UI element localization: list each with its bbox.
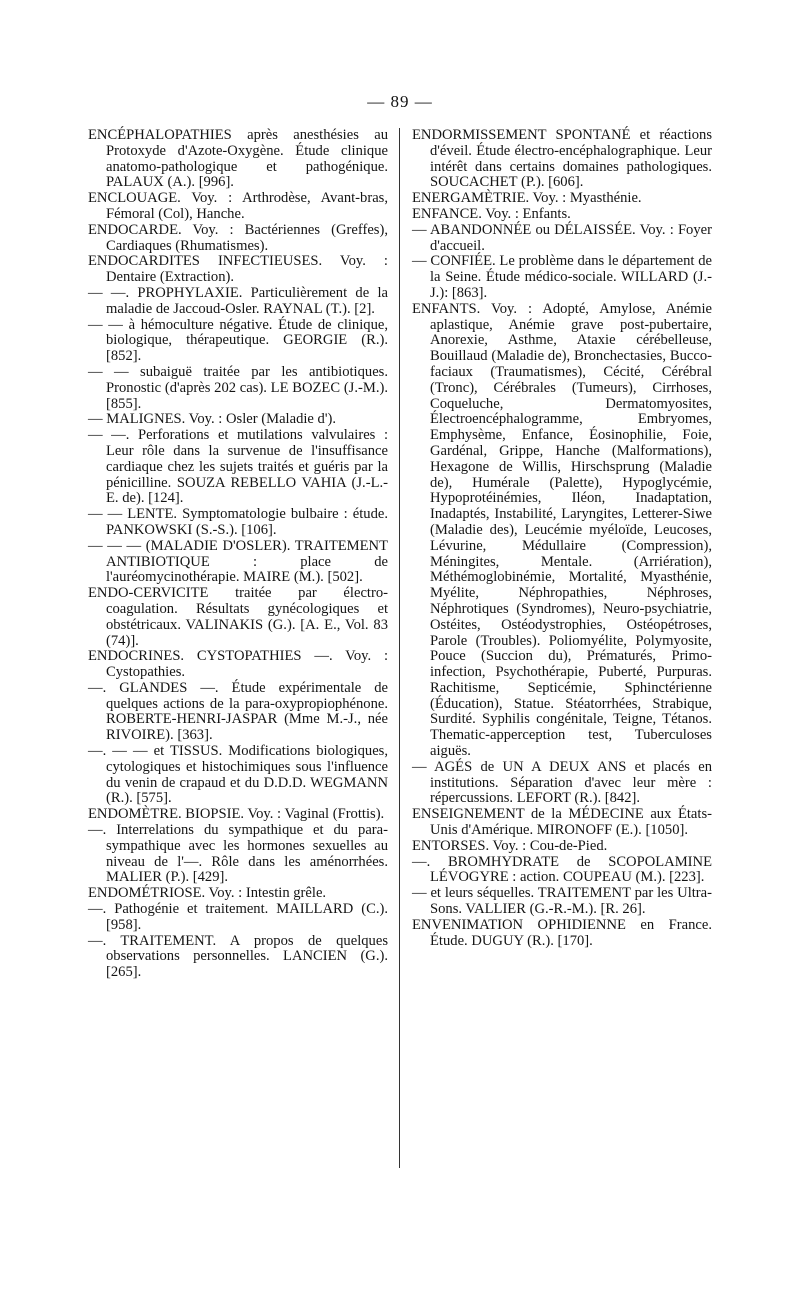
left-column: [88, 128, 388, 981]
index-entry: ENFANCE. Voy. : Enfants.: [412, 205, 571, 222]
index-entry: ENDOMÈTRE. BIOPSIE. Voy. : Vaginal (Frottis).: [88, 806, 385, 823]
index-entry: — AGÉS de UN A DEUX ANS et placés en institutions. Séparation d'avec leur mère : répercussions. LEFORT (R.). [842].: [412, 758, 712, 807]
index-entry: ENDOCRINES. CYSTOPATHIES —. Voy. : Cystopathies.: [88, 648, 388, 681]
index-entry: — — subaiguë traitée par les antibiotiques. Pronostic (d'après 202 cas). LE BOZEC (J.-M.). [855].: [88, 363, 388, 412]
index-entry: ENDOMÉTRIOSE. Voy. : Intestin grêle.: [88, 885, 327, 902]
index-entry: — — LENTE. Symptomatologie bulbaire : étude. PANKOWSKI (S.-S.). [106].: [88, 506, 388, 538]
index-entry: ENCÉPHALOPATHIES après anesthésies au Protoxyde d'Azote-Oxygène. Étude clinique anatomo-pathologique et pathogénique. PALAUX (A.). [996].: [88, 127, 388, 191]
index-entry: ENDORMISSEMENT SPONTANÉ et réactions d'éveil. Étude électro-encéphalographique. Leur intérêt dans certains domaines pathologiques. SOUCACHET (P.). [606].: [412, 127, 712, 191]
index-entry: —. TRAITEMENT. A propos de quelques observations personnelles. LANCIEN (G.). [265].: [88, 932, 388, 981]
index-entry: ENERGAMÈTRIE. Voy. : Myasthénie.: [412, 190, 642, 207]
index-entry: ENSEIGNEMENT de la MÉDECINE aux États-Unis d'Amérique. MIRONOFF (E.). [1050].: [412, 806, 712, 839]
index-entry: —. GLANDES —. Étude expérimentale de quelques actions de la para-oxypropiophénone. ROBERTE-HENRI-JASPAR (Mme M.-J., née RIVOIRE). [363].: [88, 679, 388, 744]
column-divider: [399, 128, 400, 1168]
index-entry: ENFANTS. Voy. : Adopté, Amylose, Anémie aplastique, Anémie grave post-pubertaire, Anorexie, Asthme, Ataxie cérébelleuse, Bouillaud (Maladie de), Bronchectasies, Bucco-faciaux (Traumatismes), Cécité, Cérébral (Tronc), Cérébrales (Tumeurs), Cirrhoses, Coqueluche, Dermatomyosites, Électroencéphalogramme, Embryomes, Emphysème, Enfance, Éosinophilie, Foie, Gardénal, Grippe, Hanche (Malformations), Hexagone de Willis, Hirschsprung (Maladie de), Humérale (Palette), Hypoglycémie, Hypoprotéinémies, Iléon, Inadaptation, Inadaptés, Instabilité, Laryngites, Letterer-Siwe (Maladie des), Leucémie myéloïde, Leucoses, Lévurine, Médullaire (Compression), Méningites, Mentale. (Arriération), Méthémoglobinémie, Mortalité, Myasthénie, Myélite, Néphropathies, Néphroses, Néphrotiques (Syndromes), Neuro-psychiatrie, Ostéites, Ostéodystrophies, Ostéopétroses, Parole (Troubles). Poliomyélite, Polymyosite, Pouce (Succion du), Prématurés, Primo-infection, Psychothérapie, Puberté, Purpuras. Rachitisme, Septicémie, Sphinctérienne (Éducation), Statue. Stéatorrhées, Strabique, Surdité. Syphilis congénitale, Teigne, Tétanos. Thematic-apperception test, Tuberculoses aiguës.: [412, 300, 712, 760]
right-column: [412, 128, 712, 949]
index-entry: — —. PROPHYLAXIE. Particulièrement de la maladie de Jaccoud-Osler. RAYNAL (T.). [2].: [88, 284, 388, 317]
index-entry: — — — (MALADIE D'OSLER). TRAITEMENT ANTIBIOTIQUE : place de l'auréomycinothérapie. MAIRE (M.). [502].: [88, 537, 388, 586]
index-entry: ENTORSES. Voy. : Cou-de-Pied.: [412, 837, 608, 854]
index-entry: ENVENIMATION OPHIDIENNE en France. Étude. DUGUY (R.). [170].: [412, 916, 712, 949]
index-entry: —. Pathogénie et traitement. MAILLARD (C.). [958].: [88, 901, 388, 933]
index-entry: — —. Perforations et mutilations valvulaires : Leur rôle dans la survenue de l'insuffisance cardiaque chez les sujets traités et guéris par la pénicilline. SOUZA REBELLO VAHIA (J.-L.-E. de). [124].: [88, 427, 388, 507]
index-entry: — CONFIÉE. Le problème dans le département de la Seine. Étude médico-sociale. WILLARD (J.-J.): [863].: [412, 253, 712, 301]
index-entry: —. Interrelations du sympathique et du para-sympathique avec les hormones sexuelles au niveau de l'—. Rôle dans les aménorrhées. MALIER (P.). [429].: [88, 822, 388, 886]
index-entry: ENDOCARDITES INFECTIEUSES. Voy. : Dentaire (Extraction).: [88, 253, 388, 286]
index-entry: — MALIGNES. Voy. : Osler (Maladie d').: [88, 411, 336, 428]
page-number: — 89 —: [367, 92, 433, 111]
index-entry: — et leurs séquelles. TRAITEMENT par les Ultra-Sons. VALLIER (G.-R.-M.). [R. 26].: [412, 885, 712, 918]
index-entry: — — à hémoculture négative. Étude de clinique, biologique, thérapeutique. GEORGIE (R.). [852].: [88, 316, 388, 365]
index-entry: ENDO-CERVICITE traitée par électro-coagulation. Résultats gynécologiques et obstétricaux. VALINAKIS (G.). [A. E., Vol. 83 (74)].: [88, 585, 388, 649]
index-entry: ENCLOUAGE. Voy. : Arthrodèse, Avant-bras, Fémoral (Col), Hanche.: [88, 190, 388, 222]
index-entry: —. BROMHYDRATE de SCOPOLAMINE LÉVOGYRE : action. COUPEAU (M.). [223].: [412, 853, 712, 886]
index-entry: —. — — et TISSUS. Modifications biologiques, cytologiques et histochimiques sous l'influence du venin de crapaud et du D.D.D. WEGMANN (R.). [575].: [88, 743, 388, 807]
index-entry: ENDOCARDE. Voy. : Bactériennes (Greffes), Cardiaques (Rhumatismes).: [88, 221, 388, 254]
index-entry: — ABANDONNÉE ou DÉLAISSÉE. Voy. : Foyer d'accueil.: [412, 221, 712, 254]
